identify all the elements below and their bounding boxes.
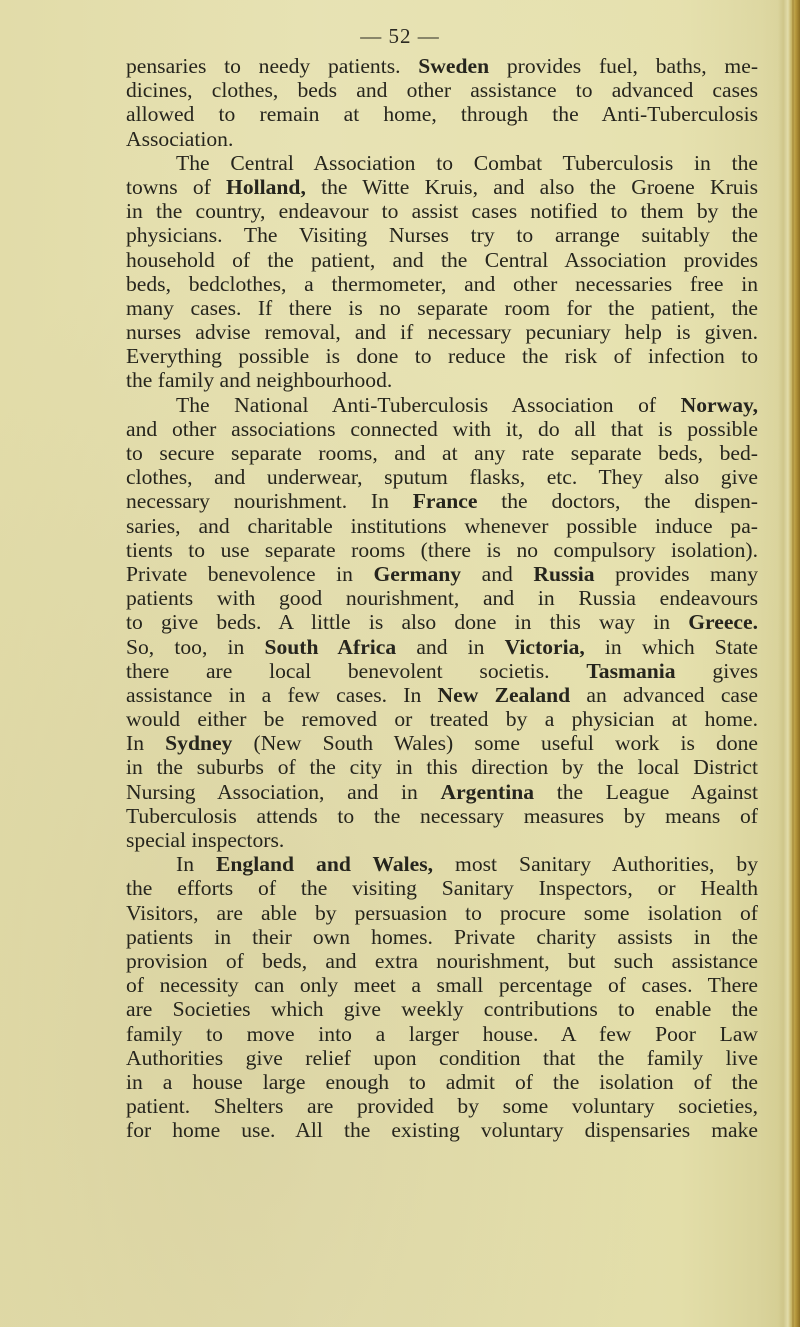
bold-place-name: South Africa: [264, 634, 397, 659]
bold-place-name: Argentina: [440, 779, 535, 804]
text-line: [126, 296, 758, 320]
text-line: [126, 344, 758, 368]
text-line: [126, 925, 758, 949]
text-segment: necessary nourishment. In: [126, 489, 413, 514]
text-line: [126, 997, 758, 1021]
text-line: [126, 223, 758, 247]
page-number: — 52 —: [360, 24, 440, 48]
text-line: [126, 151, 758, 175]
text-segment: patient. Shelters are provided by some voluntary societies,: [126, 1094, 758, 1119]
text-line: [126, 610, 758, 634]
text-segment: the family and neighbourhood.: [126, 368, 393, 393]
bold-place-name: England and Wales,: [216, 852, 434, 877]
text-segment: clothes, and underwear, sputum flasks, etc. They also give: [126, 465, 758, 490]
text-line: [126, 1094, 758, 1118]
text-segment: saries, and charitable institutions whenever possible induce pa-: [126, 513, 758, 538]
text-segment: of necessity can only meet a small percentage of cases. There: [126, 973, 758, 998]
text-segment: provides many: [594, 561, 759, 586]
text-segment: family to move into a larger house. A few Poor Law: [126, 1021, 758, 1046]
bold-place-name: Tasmania: [586, 658, 676, 683]
text-line: [126, 586, 758, 610]
text-segment: patients with good nourishment, and in Russia endeavours: [126, 586, 758, 611]
text-segment: provision of beds, and extra nourishment, but such assistance: [126, 948, 758, 973]
text-segment: Visitors, are able by persuasion to procure some isolation of: [126, 900, 758, 925]
text-segment: tients to use separate rooms (there is no compulsory isolation).: [126, 537, 758, 562]
text-line: [126, 876, 758, 900]
text-line: [126, 102, 758, 126]
text-segment: in which State: [584, 634, 758, 659]
text-line: [126, 538, 758, 562]
text-segment: beds, bedclothes, a thermometer, and other necessaries free in: [126, 271, 758, 296]
text-line: [126, 417, 758, 441]
bold-place-name: Germany: [373, 561, 462, 586]
text-line: [126, 272, 758, 296]
text-segment: (New South Wales) some useful work is done: [232, 731, 759, 756]
bold-place-name: New Zealand: [437, 682, 571, 707]
text-line: [126, 1046, 758, 1070]
text-segment: the doctors, the dispen-: [477, 489, 758, 514]
text-segment: an advanced case: [570, 682, 758, 707]
text-segment: physicians. The Visiting Nurses try to arrange suitably the: [126, 223, 758, 248]
text-line: [126, 393, 758, 417]
body-text: [126, 54, 758, 1142]
text-line: [126, 127, 758, 151]
text-line: [126, 683, 758, 707]
text-segment: special inspectors.: [126, 828, 285, 852]
bold-place-name: France: [412, 489, 478, 514]
text-line: [126, 1022, 758, 1046]
text-segment: So, too, in: [126, 634, 265, 659]
bold-place-name: Victoria,: [504, 634, 585, 659]
text-segment: assistance in a few cases. In: [126, 682, 438, 707]
text-line: [126, 755, 758, 779]
text-segment: Private benevolence in: [126, 561, 374, 586]
text-segment: and other associations connected with it, do all that is possible: [126, 416, 758, 441]
text-line: [126, 562, 758, 586]
text-line: [126, 804, 758, 828]
text-line: [126, 465, 758, 489]
text-segment: towns of: [126, 174, 227, 199]
text-segment: Tuberculosis attends to the necessary measures by means of: [126, 803, 758, 828]
text-line: [126, 731, 758, 755]
text-line: [126, 1118, 758, 1142]
text-line: [126, 248, 758, 272]
text-line: [126, 175, 758, 199]
text-line: [126, 489, 758, 513]
page-binding-edge: [778, 0, 800, 1327]
text-line: [126, 973, 758, 997]
text-segment: and: [461, 561, 534, 586]
text-segment: allowed to remain at home, through the Anti-Tuberculosis: [126, 102, 758, 127]
text-line: [126, 78, 758, 102]
text-segment: nurses advise removal, and if necessary pecuniary help is given.: [126, 320, 758, 345]
text-segment: are Societies which give weekly contributions to enable the: [126, 997, 758, 1022]
text-segment: household of the patient, and the Central Association provides: [126, 247, 758, 272]
text-line: [126, 514, 758, 538]
text-line: [126, 635, 758, 659]
text-segment: Association.: [126, 126, 234, 151]
text-segment: to give beds. A little is also done in this way in: [126, 610, 689, 635]
text-segment: for home use. All the existing voluntary dispensaries make: [126, 1118, 758, 1143]
text-line: [126, 828, 758, 852]
text-segment: provides fuel, baths, me-: [489, 54, 759, 78]
text-segment: the League Against: [534, 779, 758, 804]
text-segment: Authorities give relief upon condition that the family live: [126, 1045, 758, 1070]
text-segment: In: [126, 731, 166, 756]
text-segment: patients in their own homes. Private charity assists in the: [126, 924, 758, 949]
text-line: [126, 441, 758, 465]
bold-place-name: Sydney: [165, 731, 233, 756]
text-segment: many cases. If there is no separate room for the patient, the: [126, 295, 758, 320]
text-line: [126, 659, 758, 683]
text-segment: In: [176, 852, 216, 877]
text-segment: pensaries to needy patients.: [126, 54, 419, 78]
bold-place-name: Russia: [533, 561, 595, 586]
text-segment: would either be removed or treated by a physician at home.: [126, 707, 758, 732]
text-line: [126, 368, 758, 392]
text-segment: the Witte Kruis, and also the Groene Kruis: [305, 174, 758, 199]
text-line: [126, 780, 758, 804]
text-segment: gives: [675, 658, 758, 683]
bold-place-name: Greece.: [688, 610, 758, 635]
text-segment: the efforts of the visiting Sanitary Inspectors, or Health: [126, 876, 758, 901]
page-binding-line: [792, 0, 794, 1327]
text-segment: The National Anti-Tuberculosis Association of: [176, 392, 681, 417]
bold-place-name: Holland,: [226, 174, 306, 199]
text-segment: in the country, endeavour to assist cases notified to them by the: [126, 199, 758, 224]
bold-place-name: Norway,: [680, 392, 758, 417]
bold-place-name: Sweden: [418, 54, 490, 78]
text-segment: in a house large enough to admit of the isolation of the: [126, 1069, 758, 1094]
text-segment: there are local benevolent societis.: [126, 658, 587, 683]
text-segment: and in: [396, 634, 505, 659]
text-segment: dicines, clothes, beds and other assistance to advanced cases: [126, 78, 758, 103]
text-line: [126, 901, 758, 925]
text-segment: most Sanitary Authorities, by: [433, 852, 758, 877]
text-line: [126, 707, 758, 731]
text-line: [126, 54, 758, 78]
text-segment: to secure separate rooms, and at any rate separate beds, bed-: [126, 441, 758, 465]
text-line: [126, 1070, 758, 1094]
text-line: [126, 852, 758, 876]
text-segment: Nursing Association, and in: [126, 779, 441, 804]
text-line: [126, 320, 758, 344]
text-segment: The Central Association to Combat Tuberculosis in the: [176, 150, 758, 175]
text-line: [126, 949, 758, 973]
text-segment: Everything possible is done to reduce the risk of infection to: [126, 344, 758, 369]
text-segment: in the suburbs of the city in this direction by the local District: [126, 755, 758, 780]
text-line: [126, 199, 758, 223]
